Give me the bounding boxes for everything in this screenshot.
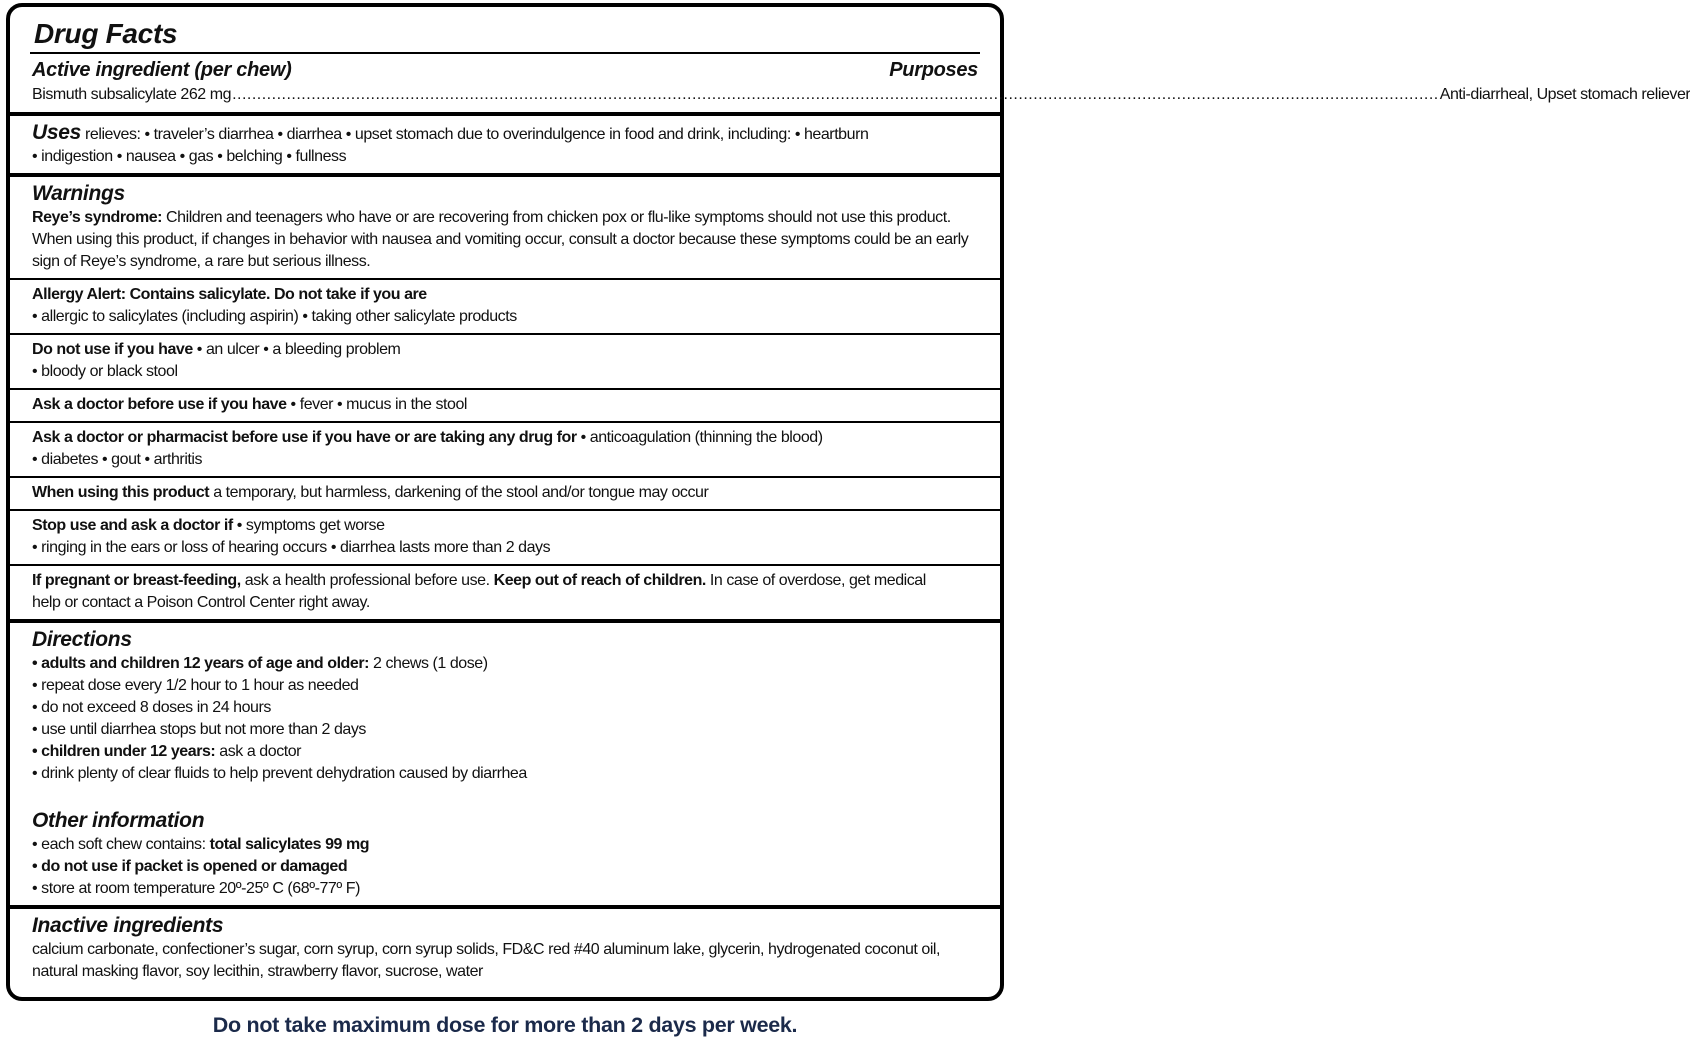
ingredient-name: Bismuth subsalicylate 262 mg bbox=[32, 86, 232, 103]
text-segment: • diabetes • gout • arthritis bbox=[32, 451, 203, 468]
text-line bbox=[32, 856, 978, 878]
text-line bbox=[32, 961, 978, 983]
purposes-heading: Purposes bbox=[889, 59, 978, 81]
section-other-information bbox=[30, 790, 980, 905]
text-line bbox=[32, 627, 978, 653]
text-line bbox=[32, 394, 978, 416]
max-dose-warning: Do not take maximum dose for more than 2 days per week. bbox=[212, 1013, 798, 1037]
text-segment: • bloody or black stool bbox=[32, 363, 178, 380]
section-warnings bbox=[30, 177, 980, 278]
text-segment: • do not use if packet is opened or damaged bbox=[32, 858, 348, 875]
text-line bbox=[32, 570, 978, 592]
text-segment: Do not use if you have bbox=[32, 341, 193, 358]
text-line bbox=[32, 284, 978, 306]
section-stop-use bbox=[30, 511, 980, 564]
section-heading: Directions bbox=[32, 628, 132, 651]
text-line bbox=[32, 741, 978, 763]
section-heading: Inactive ingredients bbox=[32, 914, 224, 937]
section-do-not-use bbox=[30, 335, 980, 388]
text-segment: ask a health professional before use. bbox=[240, 572, 494, 589]
text-line bbox=[32, 120, 978, 146]
ingredient-row bbox=[30, 84, 1690, 106]
text-line bbox=[32, 306, 978, 328]
section-heading: Other information bbox=[32, 809, 205, 832]
text-segment: Children and teenagers who have or are recovering from chicken pox or flu-like symptoms should not use this product. bbox=[162, 209, 951, 226]
text-segment: • ringing in the ears or loss of hearing occurs • diarrhea lasts more than 2 days bbox=[32, 539, 551, 556]
text-segment: total salicylates 99 mg bbox=[209, 836, 370, 853]
section-ask-a-doctor bbox=[30, 390, 980, 421]
panel-title: Drug Facts bbox=[34, 18, 178, 49]
text-segment: • use until diarrhea stops but not more than 2 days bbox=[32, 721, 366, 738]
text-segment: help or contact a Poison Control Center right away. bbox=[32, 594, 370, 611]
text-segment: Keep out of reach of children. bbox=[493, 572, 706, 589]
text-line bbox=[32, 515, 978, 537]
text-segment: When using this product, if changes in behavior with nausea and vomiting occur, consult a doctor because these symptoms could be an early bbox=[32, 231, 969, 248]
section-ask-doctor-or-pharmacist bbox=[30, 423, 980, 476]
text-line bbox=[32, 939, 978, 961]
text-segment: sign of Reye’s syndrome, a rare but serious illness. bbox=[32, 253, 371, 270]
text-line bbox=[32, 427, 978, 449]
text-segment: If pregnant or breast-feeding, bbox=[32, 572, 241, 589]
text-segment: relieves: • traveler’s diarrhea • diarrhea • upset stomach due to overindulgence in food and drink, including: • heartburn bbox=[81, 126, 869, 143]
text-line bbox=[32, 537, 978, 559]
text-line bbox=[32, 482, 978, 504]
text-segment: • allergic to salicylates (including aspirin) • taking other salicylate products bbox=[32, 308, 517, 325]
text-line bbox=[32, 181, 978, 207]
title-rule bbox=[30, 52, 980, 54]
text-line bbox=[32, 719, 978, 741]
text-line bbox=[32, 878, 978, 900]
section-heading: Uses bbox=[32, 121, 82, 144]
text-line bbox=[32, 697, 978, 719]
text-line bbox=[32, 763, 978, 785]
text-segment: Reye’s syndrome: bbox=[32, 209, 163, 226]
active-ingredient-heading: Active ingredient (per chew) bbox=[32, 59, 292, 81]
text-segment: • indigestion • nausea • gas • belching • fullness bbox=[32, 148, 347, 165]
text-segment: • repeat dose every 1/2 hour to 1 hour as needed bbox=[32, 677, 359, 694]
text-segment: When using this product bbox=[32, 484, 210, 501]
text-segment: • adults and children 12 years of age and older: bbox=[32, 655, 369, 672]
text-segment: Ask a doctor before use if you have bbox=[32, 396, 287, 413]
section-heading: Warnings bbox=[32, 182, 125, 205]
text-segment: Stop use and ask a doctor if bbox=[32, 517, 233, 534]
text-segment: • an ulcer • a bleeding problem bbox=[192, 341, 401, 358]
text-line bbox=[32, 146, 978, 168]
text-segment: • fever • mucus in the stool bbox=[286, 396, 468, 413]
section-allergy-alert bbox=[30, 280, 980, 333]
ingredient-purpose: Anti-diarrheal, Upset stomach reliever bbox=[1439, 86, 1690, 103]
text-segment: • do not exceed 8 doses in 24 hours bbox=[32, 699, 271, 716]
text-segment: Allergy Alert: Contains salicylate. Do not take if you are bbox=[32, 286, 427, 303]
sections bbox=[30, 112, 980, 988]
section-directions bbox=[30, 623, 980, 790]
text-segment: • children under 12 years: bbox=[32, 743, 216, 760]
ingredient-headings-row bbox=[30, 58, 980, 82]
text-line bbox=[32, 361, 978, 383]
text-line bbox=[32, 653, 978, 675]
text-segment: • store at room temperature 20º-25º C (68º-77º F) bbox=[32, 880, 360, 897]
text-segment: a temporary, but harmless, darkening of the stool and/or tongue may occur bbox=[209, 484, 709, 501]
text-line bbox=[32, 808, 978, 834]
text-segment: • symptoms get worse bbox=[232, 517, 385, 534]
text-line bbox=[32, 592, 978, 614]
text-line bbox=[32, 339, 978, 361]
dot-leader bbox=[232, 84, 1439, 106]
section-when-using bbox=[30, 478, 980, 509]
section-uses bbox=[30, 116, 980, 173]
text-line bbox=[32, 251, 978, 273]
text-segment: Ask a doctor or pharmacist before use if you have or are taking any drug for bbox=[32, 429, 577, 446]
drug-facts-page bbox=[0, 3, 1690, 1037]
text-segment: natural masking flavor, soy lecithin, strawberry flavor, sucrose, water bbox=[32, 963, 483, 980]
text-segment: 2 chews (1 dose) bbox=[369, 655, 488, 672]
text-segment: • anticoagulation (thinning the blood) bbox=[576, 429, 823, 446]
drug-facts-panel bbox=[6, 3, 1690, 1001]
text-line bbox=[32, 834, 978, 856]
text-line bbox=[32, 675, 978, 697]
text-segment: ask a doctor bbox=[215, 743, 302, 760]
section-pregnancy bbox=[30, 566, 980, 619]
text-segment: In case of overdose, get medical bbox=[705, 572, 926, 589]
text-line bbox=[32, 229, 978, 251]
section-inactive-ingredients bbox=[30, 909, 980, 988]
text-line bbox=[32, 449, 978, 471]
text-segment: • drink plenty of clear fluids to help prevent dehydration caused by diarrhea bbox=[32, 765, 527, 782]
text-segment: calcium carbonate, confectioner’s sugar, corn syrup, corn syrup solids, FD&C red #40 aluminum lake, glycerin, hydrogenated coconut oil, bbox=[32, 941, 941, 958]
text-segment: • each soft chew contains: bbox=[32, 836, 210, 853]
text-line bbox=[32, 913, 978, 939]
text-line bbox=[32, 207, 978, 229]
